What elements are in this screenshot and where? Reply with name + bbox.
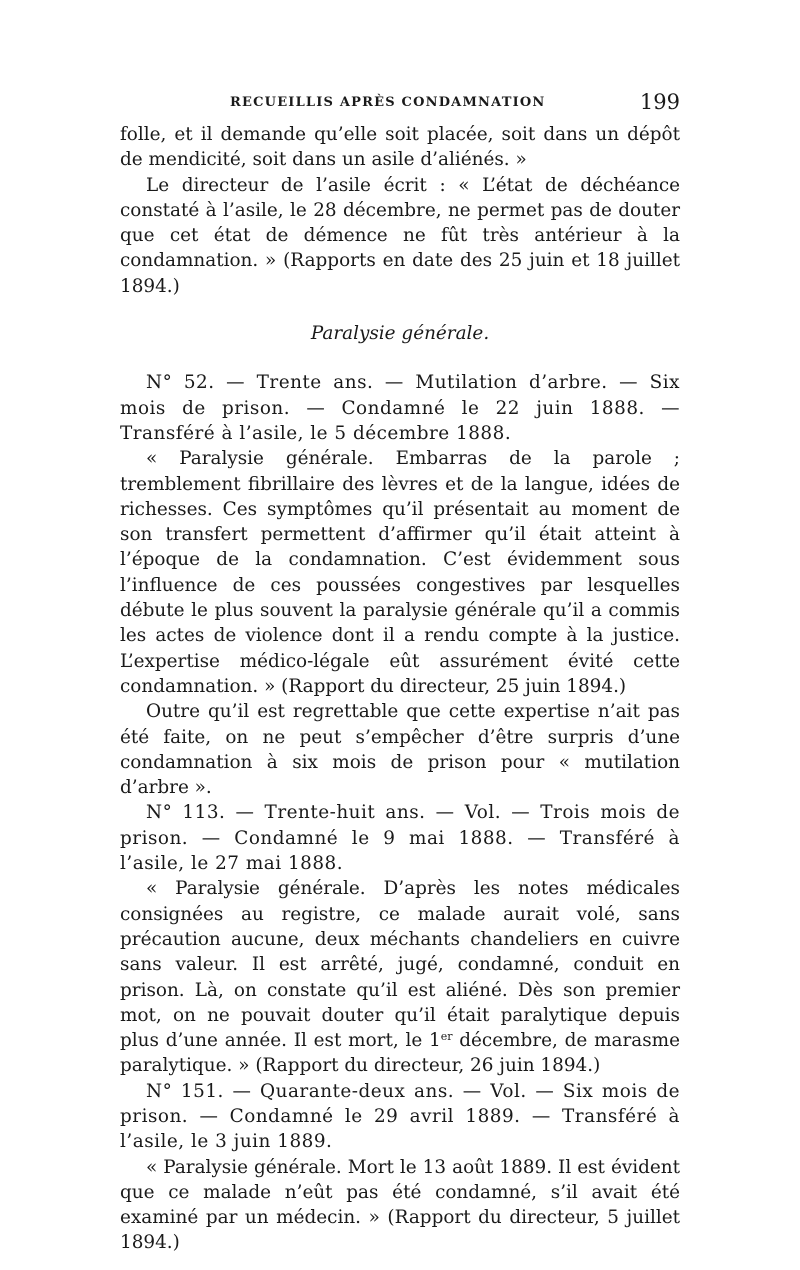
superscript-er: er (440, 1030, 453, 1044)
page-number: 199 (639, 90, 680, 114)
case-report-52: « Paralysie générale. Embarras de la parole ; tremblement fibrillaire des lèvres et de la langue, idées de richesses. Ces symptômes qu’il présentait au moment de son transfert permettent d’affirmer qu’il était atteint à l’époque de la condamnation. C’est évidemment sous l’influence de ces poussées congestives par lesquelles débute le plus souvent la paralysie générale qu’il a commis les actes de violence dont il a rendu compte à la justice. L’expertise médico-légale eût assurément évité cette condamnation. » (Rapport du directeur, 25 juin 1894.) (120, 448, 680, 697)
case-report-113 (120, 876, 680, 1078)
case-report-151: « Paralysie générale. Mort le 13 août 1889. Il est évident que ce malade n’eût pas été condamné, s’il avait été examiné par un médecin. » (Rapport du directeur, 5 juillet 1894.) (120, 1156, 680, 1254)
case-report-113-text-b: décembre, de marasme paralytique. » (Rapport du directeur, 26 juin 1894.) (120, 1030, 680, 1077)
case-entry-52: N° 52. — Trente ans. — Mutilation d’arbre. — Six mois de prison. — Condamné le 22 juin 1888. — Transféré à l’asile, le 5 décembre 1888. (120, 372, 680, 444)
paragraph-continuation: folle, et il demande qu’elle soit placée, soit dans un dépôt de mendicité, soit dans un asile d’aliénés. » (120, 124, 680, 171)
case-entry-113: N° 113. — Trente-huit ans. — Vol. — Trois mois de prison. — Condamné le 9 mai 1888. — Transféré à l’asile, le 27 mai 1888. (120, 802, 680, 875)
section-heading: Paralysie générale. (310, 323, 490, 345)
commentary-paragraph: Outre qu’il est regrettable que cette expertise n’ait pas été faite, on ne peut s’empêcher d’être surpris d’une condamnation à six mois de prison pour « mutilation d’arbre ». (120, 701, 680, 799)
book-page (120, 90, 680, 1256)
case-report-113-text-a: « Paralysie générale. D’après les notes médicales consignées au registre, ce malade aurait volé, sans précaution aucune, deux méchants chandeliers en cuivre sans valeur. Il est arrêté, jugé, condamné, conduit en prison. Là, on constate qu’il est aliéné. Dès son premier mot, on ne pouvait douter qu’il était paralytique depuis plus d’une année. Il est mort, le 1 (120, 878, 680, 1052)
case-entry-151: N° 151. — Quarante-deux ans. — Vol. — Six mois de prison. — Condamné le 29 avril 1889. — Transféré à l’asile, le 3 juin 1889. (120, 1080, 680, 1153)
paragraph-director-quote: Le directeur de l’asile écrit : « L’état de déchéance constaté à l’asile, le 28 décembre, ne permet pas de douter que cet état de démence ne fût très antérieur à la condamnation. » (Rapports en date des 25 juin et 18 juillet 1894.) (120, 174, 680, 297)
page-header (120, 90, 680, 118)
running-head: RECUEILLIS APRÈS CONDAMNATION (230, 95, 546, 110)
body-text (120, 122, 680, 1256)
